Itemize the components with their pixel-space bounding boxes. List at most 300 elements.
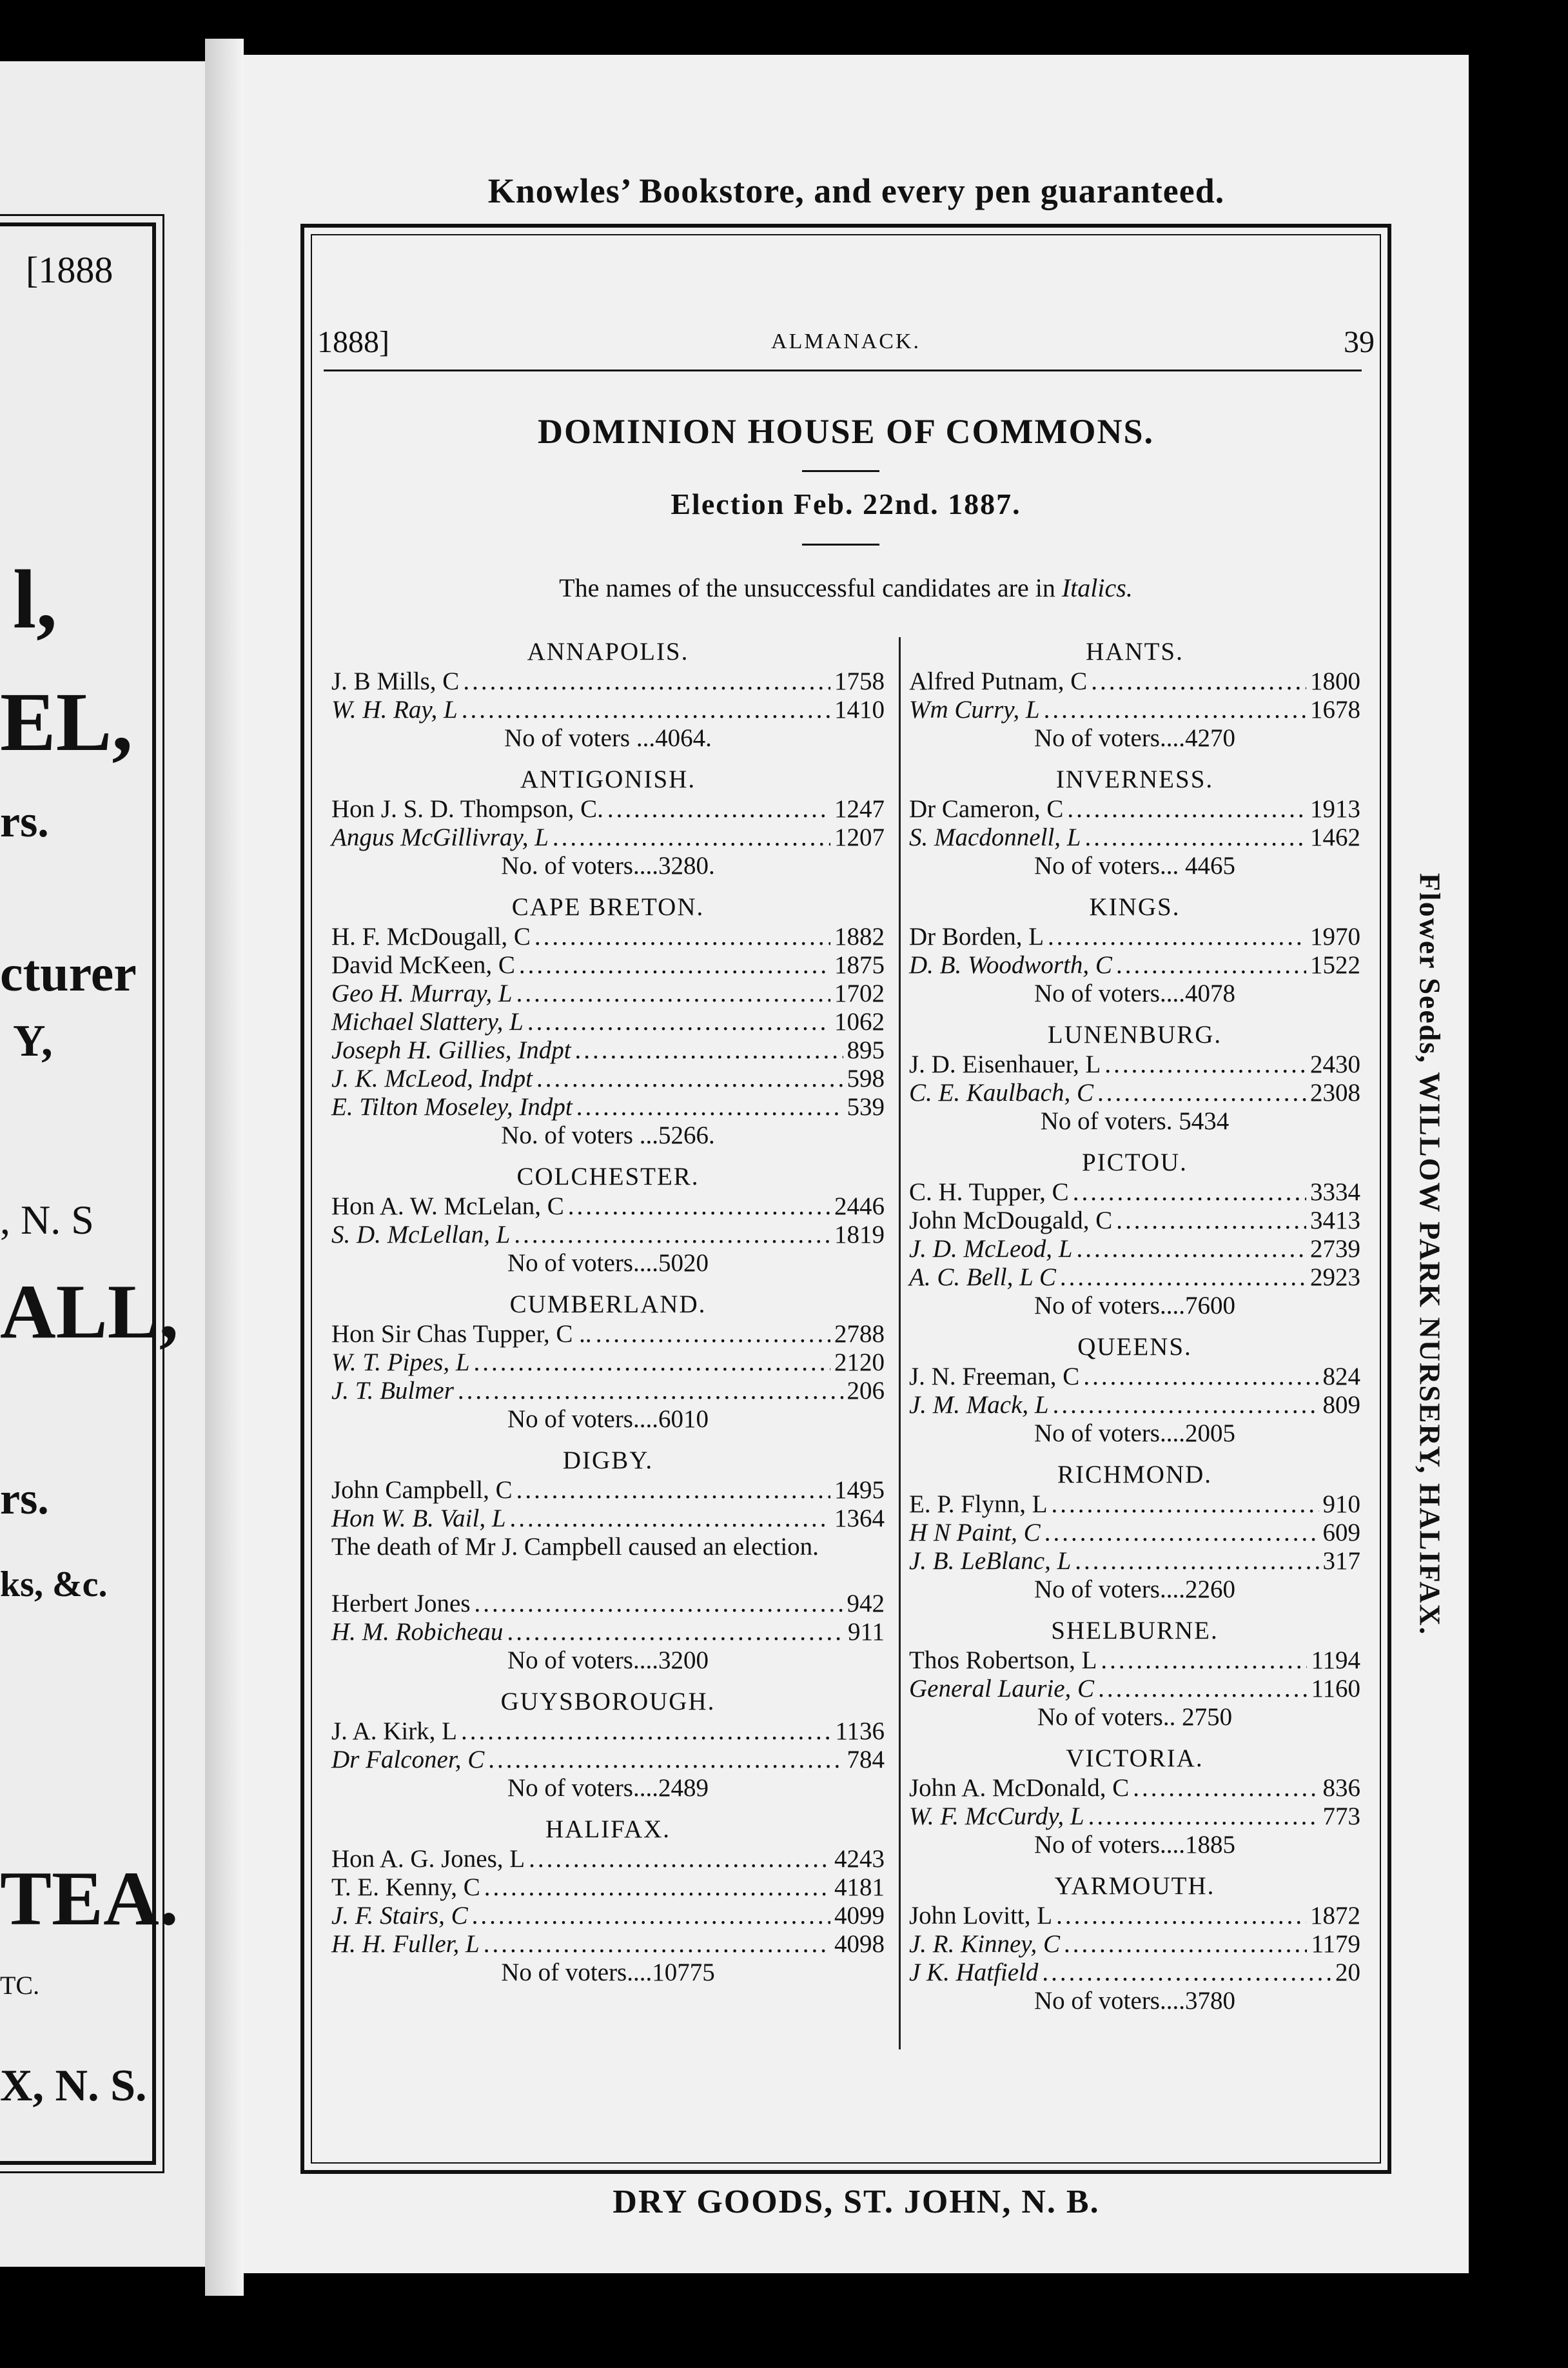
candidate-votes: 1913 bbox=[1310, 795, 1360, 823]
candidate-row bbox=[331, 667, 885, 696]
candidate-entry bbox=[331, 667, 885, 696]
candidate-name: Thos Robertson, L bbox=[909, 1646, 1097, 1674]
voter-count: No of voters....2260 bbox=[1034, 1575, 1235, 1603]
leader-dots bbox=[1133, 1774, 1318, 1802]
candidate-entry bbox=[331, 1065, 885, 1093]
candidate-name: J. K. McLeod, Indpt bbox=[331, 1065, 533, 1092]
leader-dots bbox=[1083, 1363, 1318, 1391]
candidate-row bbox=[909, 1363, 1360, 1391]
candidate-row bbox=[909, 696, 1360, 724]
candidate-entry bbox=[331, 923, 885, 951]
constituency-heading: QUEENS. bbox=[1077, 1333, 1192, 1361]
candidate-row bbox=[909, 1391, 1360, 1419]
leader-dots bbox=[1044, 1519, 1319, 1547]
candidate-entry bbox=[909, 1902, 1360, 1930]
voter-count: No of voters....7600 bbox=[1034, 1292, 1235, 1319]
constituency-heading: LUNENBURG. bbox=[1047, 1021, 1222, 1049]
candidate-row bbox=[909, 795, 1360, 824]
candidate-entry bbox=[909, 1391, 1360, 1419]
candidate-name: J. T. Bulmer bbox=[331, 1377, 454, 1405]
candidate-row bbox=[331, 1930, 885, 1959]
leader-dots bbox=[568, 1192, 830, 1221]
page-gutter bbox=[205, 39, 244, 2296]
candidate-name: W. T. Pipes, L bbox=[331, 1348, 470, 1376]
candidate-votes: 1875 bbox=[834, 951, 885, 979]
candidate-votes: 1364 bbox=[834, 1505, 885, 1532]
leader-dots bbox=[534, 923, 830, 951]
leader-dots bbox=[1053, 1391, 1319, 1419]
candidate-votes: 1758 bbox=[834, 667, 885, 695]
candidate-votes: 317 bbox=[1322, 1547, 1360, 1575]
candidate-votes: 1882 bbox=[834, 923, 885, 951]
leader-dots bbox=[1048, 923, 1306, 951]
candidate-row bbox=[331, 1845, 885, 1873]
candidate-row bbox=[331, 696, 885, 724]
voter-count: No of voters....1885 bbox=[1034, 1831, 1235, 1859]
candidate-name: J. R. Kinney, C bbox=[909, 1930, 1060, 1958]
constituency-heading: RICHMOND. bbox=[1057, 1461, 1213, 1488]
candidate-row bbox=[909, 1774, 1360, 1802]
candidate-entry bbox=[331, 1377, 885, 1405]
candidate-name: C. E. Kaulbach, C bbox=[909, 1079, 1094, 1107]
election-note: The death of Mr J. Campbell caused an election. bbox=[331, 1533, 819, 1561]
leader-dots bbox=[461, 1717, 831, 1746]
leader-dots bbox=[1044, 696, 1306, 724]
candidate-row bbox=[909, 1263, 1360, 1292]
left-fragment: EL, bbox=[0, 676, 133, 769]
candidate-votes: 4181 bbox=[834, 1873, 885, 1901]
candidate-name: Dr Falconer, C bbox=[331, 1746, 485, 1773]
voter-count: No of voters. 5434 bbox=[1040, 1107, 1230, 1135]
leader-dots bbox=[1052, 1490, 1319, 1519]
left-page-year: [1888 bbox=[26, 249, 113, 291]
candidate-name: J. A. Kirk, L bbox=[331, 1717, 457, 1745]
candidate-entry bbox=[909, 1675, 1360, 1703]
candidate-name: Hon Sir Chas Tupper, C .. bbox=[331, 1320, 592, 1348]
candidate-entry bbox=[331, 1505, 885, 1533]
candidate-entry bbox=[909, 795, 1360, 824]
left-facing-page bbox=[0, 61, 205, 2267]
leader-dots bbox=[575, 1036, 843, 1065]
candidate-entry bbox=[909, 1490, 1360, 1519]
left-fragment: TC. bbox=[0, 1971, 40, 2000]
constituency-heading: ANNAPOLIS. bbox=[527, 638, 689, 666]
leader-dots bbox=[1084, 824, 1306, 852]
candidate-name: W. H. Ray, L bbox=[331, 696, 458, 724]
candidate-votes: 609 bbox=[1322, 1519, 1360, 1546]
candidate-entry bbox=[909, 923, 1360, 951]
candidate-entry bbox=[909, 1519, 1360, 1547]
left-fragment: TEA. bbox=[0, 1855, 179, 1941]
left-fragment: ks, &c. bbox=[0, 1564, 108, 1604]
candidate-entry bbox=[909, 1178, 1360, 1207]
candidate-name: C. H. Tupper, C bbox=[909, 1178, 1069, 1206]
candidate-votes: 2430 bbox=[1310, 1051, 1360, 1078]
leader-dots bbox=[1073, 1178, 1306, 1207]
candidate-votes: 2446 bbox=[834, 1192, 885, 1220]
leader-dots bbox=[474, 1348, 830, 1377]
almanack-page bbox=[244, 55, 1469, 2273]
leader-dots bbox=[516, 1476, 830, 1505]
candidate-name: John Lovitt, L bbox=[909, 1902, 1053, 1929]
candidate-row bbox=[331, 1093, 885, 1121]
left-fragment: , N. S bbox=[0, 1197, 94, 1243]
candidate-votes: 1970 bbox=[1310, 923, 1360, 951]
voter-count: No of voters....4270 bbox=[1034, 724, 1235, 752]
candidate-entry bbox=[331, 696, 885, 724]
candidate-row bbox=[909, 1902, 1360, 1930]
leader-dots bbox=[484, 1930, 830, 1959]
candidate-votes: 2120 bbox=[834, 1348, 885, 1376]
candidate-votes: 3413 bbox=[1310, 1207, 1360, 1234]
candidate-votes: 1247 bbox=[834, 795, 885, 823]
candidate-row bbox=[331, 824, 885, 852]
leader-dots bbox=[1076, 1235, 1306, 1263]
candidate-entry bbox=[331, 1192, 885, 1221]
candidate-entry bbox=[331, 1036, 885, 1065]
constituency-heading: KINGS. bbox=[1089, 893, 1181, 921]
constituency-heading: SHELBURNE. bbox=[1051, 1617, 1219, 1644]
candidate-name: A. C. Bell, L C bbox=[909, 1263, 1056, 1291]
voter-count: No of voters.. 2750 bbox=[1037, 1703, 1233, 1731]
page-header-year: 1888] bbox=[317, 325, 389, 359]
candidate-entry bbox=[909, 1051, 1360, 1079]
candidate-row bbox=[909, 1051, 1360, 1079]
candidate-votes: 1410 bbox=[834, 696, 885, 724]
candidate-row bbox=[909, 1207, 1360, 1235]
candidate-votes: 1819 bbox=[834, 1221, 885, 1248]
candidate-row bbox=[909, 824, 1360, 852]
voter-count: No of voters ...4064. bbox=[504, 724, 712, 752]
column-divider bbox=[899, 637, 901, 2049]
candidate-votes: 1462 bbox=[1310, 824, 1360, 851]
leader-dots bbox=[458, 1377, 843, 1405]
candidate-name: Dr Borden, L bbox=[909, 923, 1044, 951]
leader-dots bbox=[1098, 1675, 1307, 1703]
left-fragment: rs. bbox=[0, 797, 49, 847]
candidate-name: H. M. Robicheau bbox=[331, 1618, 504, 1646]
candidate-votes: 2923 bbox=[1310, 1263, 1360, 1291]
leader-dots bbox=[472, 1902, 830, 1930]
constituency-heading: INVERNESS. bbox=[1055, 765, 1214, 793]
results-table bbox=[304, 228, 1387, 2170]
leader-dots bbox=[536, 1065, 843, 1093]
voter-count: No of voters....2005 bbox=[1034, 1419, 1235, 1447]
candidate-row bbox=[331, 1348, 885, 1377]
leader-dots bbox=[507, 1618, 844, 1646]
leader-dots bbox=[1075, 1547, 1318, 1575]
candidate-name: David McKeen, C bbox=[331, 951, 515, 979]
candidate-row bbox=[331, 1505, 885, 1533]
candidate-row bbox=[909, 667, 1360, 696]
candidate-row bbox=[331, 795, 885, 824]
leader-dots bbox=[1088, 1802, 1319, 1831]
leader-dots bbox=[1097, 1079, 1306, 1107]
candidate-name: Dr Cameron, C bbox=[909, 795, 1064, 823]
candidate-entry bbox=[909, 1774, 1360, 1802]
candidate-entry bbox=[909, 1802, 1360, 1831]
candidate-row bbox=[331, 1717, 885, 1746]
constituency-heading: DIGBY. bbox=[562, 1446, 654, 1474]
leader-dots bbox=[462, 696, 830, 724]
candidate-votes: 1194 bbox=[1311, 1646, 1360, 1674]
candidate-votes: 1062 bbox=[834, 1008, 885, 1036]
candidate-row bbox=[909, 1675, 1360, 1703]
candidate-votes: 3334 bbox=[1310, 1178, 1360, 1206]
election-date: Election Feb. 22nd. 1887. bbox=[671, 488, 1021, 520]
constituency-heading: ANTIGONISH. bbox=[520, 765, 696, 793]
candidate-name: J. D. McLeod, L bbox=[909, 1235, 1073, 1263]
candidate-entry bbox=[331, 1320, 885, 1348]
candidate-entry bbox=[909, 1930, 1360, 1959]
candidate-entry bbox=[331, 1902, 885, 1930]
candidate-entry bbox=[331, 1221, 885, 1249]
leader-dots bbox=[576, 1093, 843, 1121]
candidate-entry bbox=[909, 1079, 1360, 1107]
leader-dots bbox=[484, 1873, 830, 1902]
candidate-row bbox=[909, 1235, 1360, 1263]
candidate-votes: 4098 bbox=[834, 1930, 885, 1958]
candidate-row bbox=[331, 1036, 885, 1065]
candidate-votes: 2788 bbox=[834, 1320, 885, 1348]
candidate-votes: 1522 bbox=[1310, 951, 1360, 979]
candidate-name: H. F. McDougall, C bbox=[331, 923, 531, 951]
candidate-votes: 20 bbox=[1335, 1959, 1360, 1986]
candidate-name: John A. McDonald, C bbox=[909, 1774, 1130, 1802]
candidate-name: J. N. Freeman, C bbox=[909, 1363, 1080, 1390]
candidate-name: Hon W. B. Vail, L bbox=[331, 1505, 506, 1532]
candidate-name: H N Paint, C bbox=[909, 1519, 1041, 1546]
candidate-votes: 4243 bbox=[834, 1845, 885, 1873]
leader-dots bbox=[1116, 1207, 1306, 1235]
leader-dots bbox=[1060, 1263, 1306, 1292]
candidate-votes: 910 bbox=[1322, 1490, 1360, 1518]
candidate-votes: 773 bbox=[1322, 1802, 1360, 1830]
candidate-name: D. B. Woodworth, C bbox=[909, 951, 1112, 979]
candidate-entry bbox=[331, 1717, 885, 1746]
candidate-entry bbox=[331, 1348, 885, 1377]
candidate-row bbox=[331, 1902, 885, 1930]
candidate-votes: 2739 bbox=[1310, 1235, 1360, 1263]
candidate-entry bbox=[331, 1618, 885, 1646]
candidate-row bbox=[909, 1178, 1360, 1207]
candidate-row bbox=[909, 1547, 1360, 1575]
candidate-row bbox=[331, 1746, 885, 1774]
candidate-row bbox=[909, 1646, 1360, 1675]
candidate-row bbox=[331, 923, 885, 951]
candidate-votes: 4099 bbox=[834, 1902, 885, 1929]
candidate-row bbox=[909, 1959, 1360, 1987]
candidate-entry bbox=[909, 1235, 1360, 1263]
candidate-row bbox=[331, 1590, 885, 1618]
candidate-name: E. Tilton Moseley, Indpt bbox=[331, 1093, 573, 1121]
leader-dots bbox=[516, 980, 830, 1008]
candidate-entry bbox=[331, 1476, 885, 1505]
candidate-votes: 1207 bbox=[834, 824, 885, 851]
candidate-votes: 911 bbox=[847, 1618, 885, 1646]
candidate-name: H. H. Fuller, L bbox=[331, 1930, 480, 1958]
candidate-row bbox=[331, 1065, 885, 1093]
candidate-name: J. D. Eisenhauer, L bbox=[909, 1051, 1101, 1078]
candidate-name: Hon A. W. McLelan, C bbox=[331, 1192, 564, 1220]
candidate-name: Angus McGillivray, L bbox=[331, 824, 549, 851]
candidate-entry bbox=[909, 951, 1360, 980]
candidate-row bbox=[331, 1476, 885, 1505]
leader-dots bbox=[488, 1746, 843, 1774]
candidate-entry bbox=[909, 1547, 1360, 1575]
candidate-row bbox=[331, 1008, 885, 1036]
leader-dots bbox=[527, 1008, 830, 1036]
candidate-name: Alfred Putnam, C bbox=[909, 667, 1088, 695]
candidate-entry bbox=[331, 1930, 885, 1959]
voter-count: No of voters....3200 bbox=[507, 1646, 709, 1674]
candidate-votes: 1872 bbox=[1310, 1902, 1360, 1929]
candidate-row bbox=[909, 1930, 1360, 1959]
leader-dots bbox=[607, 795, 830, 824]
candidate-name: T. E. Kenny, C bbox=[331, 1873, 480, 1901]
candidate-votes: 539 bbox=[847, 1093, 885, 1121]
candidate-row bbox=[331, 1377, 885, 1405]
leader-dots bbox=[519, 951, 830, 980]
leader-dots bbox=[1101, 1646, 1307, 1675]
header-advertisement: Knowles’ Bookstore, and every pen guaranteed. bbox=[487, 172, 1225, 210]
page-number: 39 bbox=[1344, 325, 1375, 359]
leader-dots bbox=[1104, 1051, 1306, 1079]
candidate-entry bbox=[331, 1873, 885, 1902]
candidate-votes: 1800 bbox=[1310, 667, 1360, 695]
leader-dots bbox=[1067, 795, 1306, 824]
italics-note-word: Italics. bbox=[1061, 573, 1133, 602]
candidate-entry bbox=[331, 951, 885, 980]
constituency-heading: HANTS. bbox=[1086, 638, 1184, 666]
leader-dots bbox=[510, 1505, 830, 1533]
candidate-votes: 1702 bbox=[834, 980, 885, 1007]
voter-count: No. of voters ...5266. bbox=[501, 1121, 715, 1149]
candidate-name: Michael Slattery, L bbox=[331, 1008, 524, 1036]
candidate-name: E. P. Flynn, L bbox=[909, 1490, 1048, 1518]
voter-count: No of voters....2489 bbox=[507, 1774, 709, 1802]
constituency-heading: HALIFAX. bbox=[545, 1815, 671, 1843]
candidate-votes: 824 bbox=[1322, 1363, 1360, 1390]
voter-count: No of voters... 4465 bbox=[1034, 852, 1235, 880]
candidate-row bbox=[331, 1192, 885, 1221]
voter-count: No of voters....4078 bbox=[1034, 980, 1235, 1007]
candidate-row bbox=[331, 951, 885, 980]
candidate-row bbox=[331, 1618, 885, 1646]
constituency-heading: PICTOU. bbox=[1082, 1149, 1188, 1176]
candidate-votes: 784 bbox=[847, 1746, 885, 1773]
leader-dots bbox=[514, 1221, 830, 1249]
candidate-entry bbox=[909, 1646, 1360, 1675]
candidate-entry bbox=[331, 1093, 885, 1121]
candidate-name: Wm Curry, L bbox=[909, 696, 1040, 724]
candidate-name: John McDougald, C bbox=[909, 1207, 1113, 1234]
leader-dots bbox=[463, 667, 830, 696]
leader-dots bbox=[1064, 1930, 1307, 1959]
candidate-votes: 1136 bbox=[835, 1717, 885, 1745]
candidate-entry bbox=[331, 824, 885, 852]
candidate-name: S. Macdonnell, L bbox=[909, 824, 1081, 851]
side-advertisement bbox=[1398, 738, 1462, 1770]
leader-dots bbox=[1042, 1959, 1331, 1987]
candidate-name: J. B Mills, C bbox=[331, 667, 460, 695]
candidate-entry bbox=[331, 1590, 885, 1618]
candidate-entry bbox=[331, 1746, 885, 1774]
candidate-row bbox=[909, 923, 1360, 951]
candidate-entry bbox=[909, 1959, 1360, 1987]
candidate-name: Herbert Jones bbox=[331, 1590, 471, 1617]
candidate-name: General Laurie, C bbox=[909, 1675, 1095, 1702]
candidate-entry bbox=[331, 795, 885, 824]
candidate-entry bbox=[909, 696, 1360, 724]
left-fragment: ALL, bbox=[0, 1268, 179, 1354]
candidate-entry bbox=[909, 1363, 1360, 1391]
candidate-name: J K. Hatfield bbox=[909, 1959, 1039, 1986]
constituency-heading: CUMBERLAND. bbox=[509, 1290, 707, 1318]
candidate-row bbox=[331, 1221, 885, 1249]
candidate-votes: 895 bbox=[847, 1036, 885, 1064]
candidate-name: Hon A. G. Jones, L bbox=[331, 1845, 525, 1873]
page-frame bbox=[300, 224, 1391, 2174]
candidate-row bbox=[909, 1802, 1360, 1831]
constituency-heading: YARMOUTH. bbox=[1054, 1872, 1215, 1900]
leader-dots bbox=[1091, 667, 1306, 696]
leader-dots bbox=[553, 824, 830, 852]
candidate-row bbox=[909, 1519, 1360, 1547]
leader-dots bbox=[1056, 1902, 1306, 1930]
candidate-votes: 206 bbox=[847, 1377, 885, 1405]
candidate-votes: 809 bbox=[1322, 1391, 1360, 1419]
candidate-entry bbox=[909, 1263, 1360, 1292]
candidate-name: Hon J. S. D. Thompson, C. bbox=[331, 795, 603, 823]
left-fragment: rs. bbox=[0, 1474, 49, 1524]
italics-note-text: The names of the unsuccessful candidates are in bbox=[559, 573, 1062, 602]
voter-count: No. of voters....3280. bbox=[501, 852, 715, 880]
page-header-title: ALMANACK. bbox=[771, 330, 921, 353]
candidate-name: Joseph H. Gillies, Indpt bbox=[331, 1036, 571, 1064]
candidate-votes: 2308 bbox=[1310, 1079, 1360, 1107]
voter-count: No of voters....10775 bbox=[501, 1959, 715, 1986]
constituency-heading: CAPE BRETON. bbox=[511, 893, 705, 921]
page-title: DOMINION HOUSE OF COMMONS. bbox=[538, 412, 1154, 451]
leader-dots bbox=[596, 1320, 830, 1348]
candidate-name: S. D. McLellan, L bbox=[331, 1221, 511, 1248]
candidate-name: J. M. Mack, L bbox=[909, 1391, 1049, 1419]
candidate-entry bbox=[909, 824, 1360, 852]
left-fragment: cturer bbox=[0, 945, 137, 1002]
left-fragment: X, N. S. bbox=[0, 2061, 147, 2111]
candidate-entry bbox=[909, 1207, 1360, 1235]
candidate-votes: 942 bbox=[847, 1590, 885, 1617]
candidate-entry bbox=[331, 1845, 885, 1873]
candidate-name: J. F. Stairs, C bbox=[331, 1902, 468, 1929]
candidate-votes: 836 bbox=[1322, 1774, 1360, 1802]
candidate-row bbox=[331, 1873, 885, 1902]
footer-advertisement: DRY GOODS, ST. JOHN, N. B. bbox=[612, 2184, 1100, 2220]
constituency-heading: VICTORIA. bbox=[1066, 1744, 1204, 1772]
candidate-name: J. B. LeBlanc, L bbox=[909, 1547, 1072, 1575]
candidate-name: W. F. McCurdy, L bbox=[909, 1802, 1084, 1830]
candidate-votes: 598 bbox=[847, 1065, 885, 1092]
leader-dots bbox=[529, 1845, 830, 1873]
left-fragment: Y, bbox=[13, 1016, 53, 1066]
candidate-row bbox=[909, 951, 1360, 980]
candidate-votes: 1179 bbox=[1311, 1930, 1360, 1958]
left-fragment: l, bbox=[13, 553, 57, 646]
constituency-heading: COLCHESTER. bbox=[516, 1163, 700, 1190]
voter-count: No of voters....3780 bbox=[1034, 1987, 1235, 2015]
leader-dots bbox=[1116, 951, 1306, 980]
